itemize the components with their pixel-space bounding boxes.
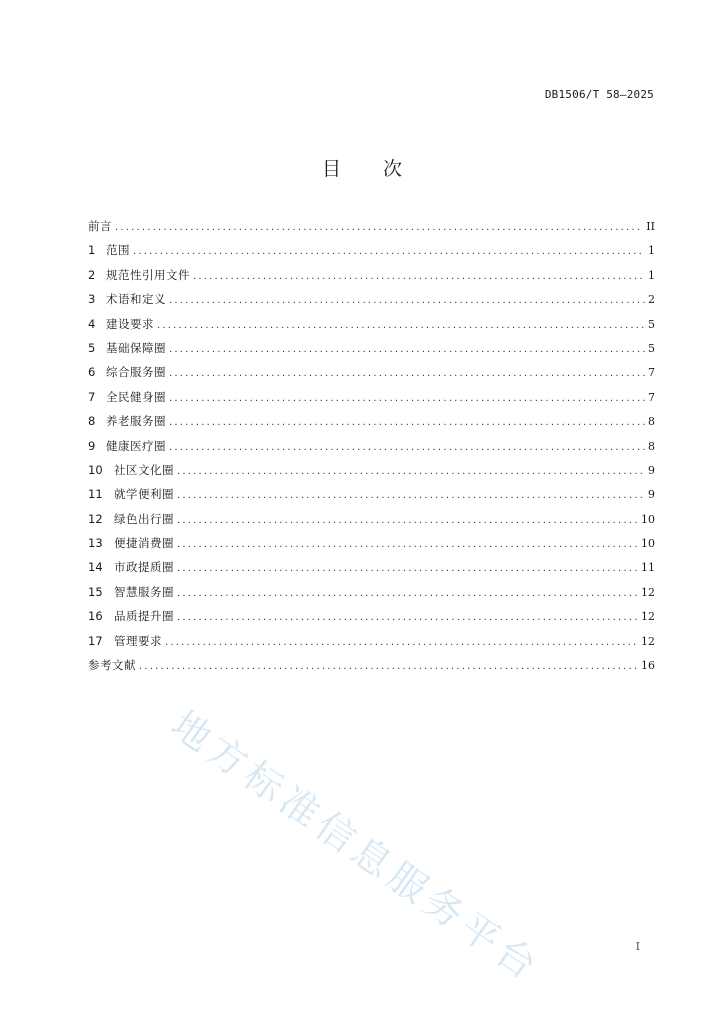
standard-code: DB1506/T 58—2025 xyxy=(544,88,654,101)
toc-entry-number: 11 xyxy=(88,487,103,502)
toc-entry-number: 15 xyxy=(88,584,103,599)
toc-entry-page: 12 xyxy=(641,634,655,648)
toc-leader-dots xyxy=(169,344,645,355)
toc-entry-number: 17 xyxy=(88,633,103,648)
toc-entry-label: 基础保障圈 xyxy=(106,340,166,355)
toc-entry[interactable] xyxy=(88,657,655,681)
toc-entry[interactable] xyxy=(88,316,655,340)
toc-leader-dots xyxy=(177,612,638,623)
toc-entry-label: 前言 xyxy=(88,219,112,233)
toc-leader-dots xyxy=(133,246,645,257)
toc-entry-page: 11 xyxy=(641,561,655,575)
toc-leader-dots xyxy=(177,490,645,501)
toc-entry-page: II xyxy=(646,220,655,233)
toc-entry-page: 9 xyxy=(648,488,655,502)
toc-entry[interactable] xyxy=(88,389,655,413)
toc-entry-page: 8 xyxy=(648,439,655,453)
toc-entry-label: 全民健身圈 xyxy=(106,389,166,404)
toc-leader-dots xyxy=(177,563,638,574)
toc-leader-dots xyxy=(139,661,638,672)
toc-entry-page: 9 xyxy=(648,463,655,477)
table-of-contents xyxy=(88,218,655,681)
toc-entry[interactable] xyxy=(88,413,655,437)
toc-entry[interactable] xyxy=(88,438,655,462)
page-number: I xyxy=(635,940,640,953)
watermark: 地方标准信息服务平台 xyxy=(163,702,550,991)
toc-leader-dots xyxy=(177,588,638,599)
toc-entry-page: 2 xyxy=(648,293,655,307)
toc-entry[interactable] xyxy=(88,608,655,632)
toc-entry-page: 5 xyxy=(648,341,655,355)
toc-entry-number: 8 xyxy=(88,414,96,429)
toc-entry-number: 12 xyxy=(88,511,103,526)
toc-entry[interactable] xyxy=(88,559,655,583)
toc-entry[interactable] xyxy=(88,340,655,364)
toc-entry-number: 7 xyxy=(88,389,96,404)
toc-leader-dots xyxy=(169,442,645,453)
toc-entry[interactable] xyxy=(88,364,655,388)
toc-entry-label: 健康医疗圈 xyxy=(106,438,166,453)
toc-entry-page: 1 xyxy=(648,244,655,258)
toc-leader-dots xyxy=(157,320,645,331)
toc-entry[interactable] xyxy=(88,584,655,608)
toc-entry-number: 1 xyxy=(88,243,96,258)
toc-entry-number: 4 xyxy=(88,316,96,331)
toc-entry-number: 13 xyxy=(88,536,103,551)
toc-leader-dots xyxy=(177,515,638,526)
toc-leader-dots xyxy=(169,368,645,379)
toc-entry-page: 1 xyxy=(648,268,655,282)
toc-entry[interactable] xyxy=(88,511,655,535)
toc-entry[interactable] xyxy=(88,633,655,657)
toc-entry-number: 2 xyxy=(88,267,96,282)
toc-entry-label: 术语和定义 xyxy=(106,292,166,307)
toc-entry-page: 10 xyxy=(641,512,655,526)
toc-entry[interactable] xyxy=(88,218,655,242)
page-title xyxy=(0,154,724,181)
toc-entry[interactable] xyxy=(88,291,655,315)
toc-entry-number: 14 xyxy=(88,560,103,575)
toc-leader-dots xyxy=(169,295,645,306)
toc-entry[interactable] xyxy=(88,486,655,510)
toc-entry-label: 范围 xyxy=(106,243,130,258)
toc-leader-dots xyxy=(177,539,638,550)
toc-entry-label: 参考文献 xyxy=(88,658,136,673)
toc-leader-dots xyxy=(115,222,643,233)
toc-entry[interactable] xyxy=(88,242,655,266)
toc-entry-label: 社区文化圈 xyxy=(114,462,174,477)
toc-entry-number: 5 xyxy=(88,340,96,355)
toc-entry[interactable] xyxy=(88,267,655,291)
toc-entry-label: 就学便利圈 xyxy=(114,487,174,502)
toc-leader-dots xyxy=(169,393,645,404)
toc-leader-dots xyxy=(177,466,645,477)
toc-entry-page: 16 xyxy=(641,659,655,673)
toc-entry-label: 绿色出行圈 xyxy=(114,511,174,526)
toc-entry[interactable] xyxy=(88,535,655,559)
toc-entry-number: 3 xyxy=(88,292,96,307)
toc-entry-label: 规范性引用文件 xyxy=(106,267,190,282)
toc-entry-page: 7 xyxy=(648,366,655,380)
toc-leader-dots xyxy=(193,271,645,282)
toc-entry-label: 管理要求 xyxy=(114,633,162,648)
toc-entry-page: 12 xyxy=(641,585,655,599)
toc-entry-label: 养老服务圈 xyxy=(106,414,166,429)
toc-entry-page: 5 xyxy=(648,317,655,331)
toc-entry-number: 6 xyxy=(88,365,96,380)
toc-entry-label: 便捷消费圈 xyxy=(114,536,174,551)
toc-entry-number: 9 xyxy=(88,438,96,453)
toc-entry-page: 7 xyxy=(648,390,655,404)
title-char-2: 次 xyxy=(383,158,403,180)
toc-leader-dots xyxy=(165,637,638,648)
toc-entry-page: 8 xyxy=(648,415,655,429)
toc-entry-label: 建设要求 xyxy=(106,316,154,331)
toc-entry-label: 品质提升圈 xyxy=(114,609,174,624)
toc-entry-label: 综合服务圈 xyxy=(106,365,166,380)
toc-entry-page: 12 xyxy=(641,610,655,624)
toc-entry-label: 市政提质圈 xyxy=(114,560,174,575)
toc-entry-number: 16 xyxy=(88,609,103,624)
toc-entry-label: 智慧服务圈 xyxy=(114,584,174,599)
toc-entry-page: 10 xyxy=(641,537,655,551)
toc-entry[interactable] xyxy=(88,462,655,486)
title-char-1: 目 xyxy=(321,158,341,180)
toc-leader-dots xyxy=(169,417,645,428)
toc-entry-number: 10 xyxy=(88,462,103,477)
